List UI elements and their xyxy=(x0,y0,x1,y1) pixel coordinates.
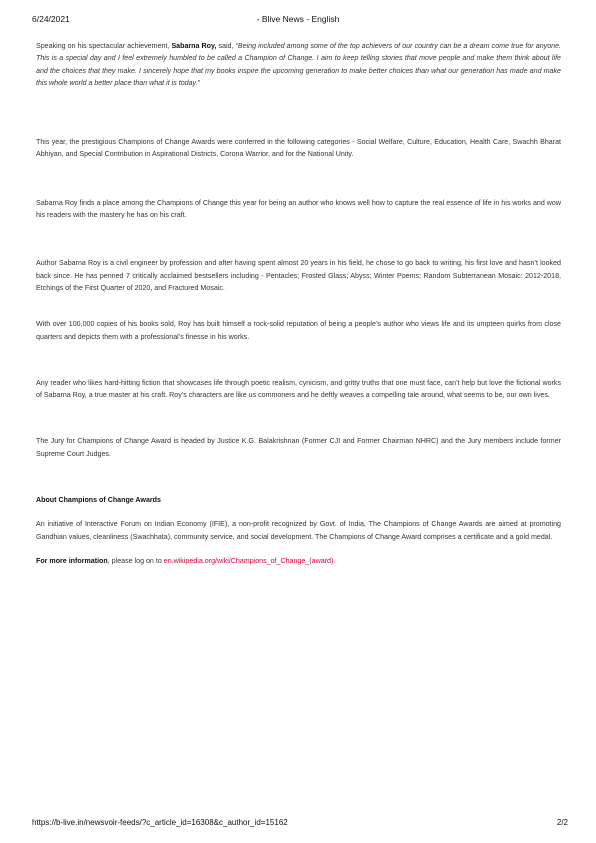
author-name: Sabarna Roy, xyxy=(171,42,217,50)
said-text: said, xyxy=(216,42,236,50)
reader-paragraph: Any reader who likes hard-hitting fiction that showcases life through poetic realism, cynicism, and gritty truths that one must face, can’t help but love the fictional works of Sabarna Roy, a true master at his craft. Roy’s characters are like us commoners and he deftly weaves a compelling tale around, what seems to be, our own lives. xyxy=(36,378,561,400)
jury-paragraph: The Jury for Champions of Change Award is headed by Justice K.G. Balakrishnan (Former CJI and Former Chairman NHRC) and the Jury members include former Supreme Court Judges. xyxy=(36,437,561,458)
wikipedia-link[interactable]: en.wikipedia.org/wiki/Champions_of_Change_(award). xyxy=(163,556,336,565)
categories-paragraph: This year, the prestigious Champions of Change Awards were conferred in the following categories - Social Welfare, Culture, Education, Health Care, Swachh Bharat Abhiyan, and Special Contribution in Aspirational Districts, Corona Warrior, and for the National Unity. xyxy=(36,138,561,159)
quote-paragraph xyxy=(36,40,561,89)
print-date: 6/24/2021 xyxy=(32,14,70,24)
more-info-text: , please log on to xyxy=(107,556,164,565)
page-url: https://b-live.in/newsvoir-feeds/?c_article_id=16308&c_author_id=15162 xyxy=(32,818,288,827)
more-info-label: For more information xyxy=(36,556,108,565)
article-body xyxy=(36,40,561,567)
more-info-paragraph xyxy=(36,555,561,567)
author-place-paragraph: Sabarna Roy finds a place among the Champions of Change this year for being an author who knows well how to capture the real essence of life in his works and wow his readers with the mastery he has on his craft. xyxy=(36,198,561,220)
page-number: 2/2 xyxy=(556,818,568,827)
about-heading: About Champions of Change Awards xyxy=(36,496,161,505)
author-quote: “Being included among some of the top achievers of our country can be a dream come true for anyone. This is a special day and I feel extremely humbled to be called a Champion of Change. I aim to keep telling stories that move people and make them think about life and the choices that they make. I sincerely hope that my books inspire the upcoming generation to make better choices than what our generation has made and make this whole world a better place than what it is today.” xyxy=(36,42,561,87)
print-page-title: - Blive News - English xyxy=(256,14,340,24)
books-sold-paragraph: With over 100,000 copies of his books sold, Roy has built himself a rock-solid reputation of being a people’s author who views life and its umpteen quirks from close quarters and depicts them with a professional’s finesse in his works. xyxy=(36,320,561,341)
about-paragraph: An initiative of Interactive Forum on Indian Economy (IFIE), a non-profit recognized by Govt. of India, The Champions of Change Awards are aimed at promoting Gandhian values, cleanliness (Swachhata), community service, and social development. The Champions of Change Award comprises a certificate and a gold medal. xyxy=(36,520,561,541)
author-bio-paragraph: Author Sabarna Roy is a civil engineer by profession and after having spent almost 20 years in his field, he chose to go back to writing, his first love and hasn’t looked back since. He has penned 7 critically acclaimed bestsellers including - Pentacles; Frosted Glass; Abyss; Winter Poems; Random Subterranean Mosaic: 2012-2018, Etchings of the First Quarter of 2020, and Fractured Mosaic. xyxy=(36,259,561,292)
quote-intro: Speaking on his spectacular achievement, xyxy=(36,42,172,50)
